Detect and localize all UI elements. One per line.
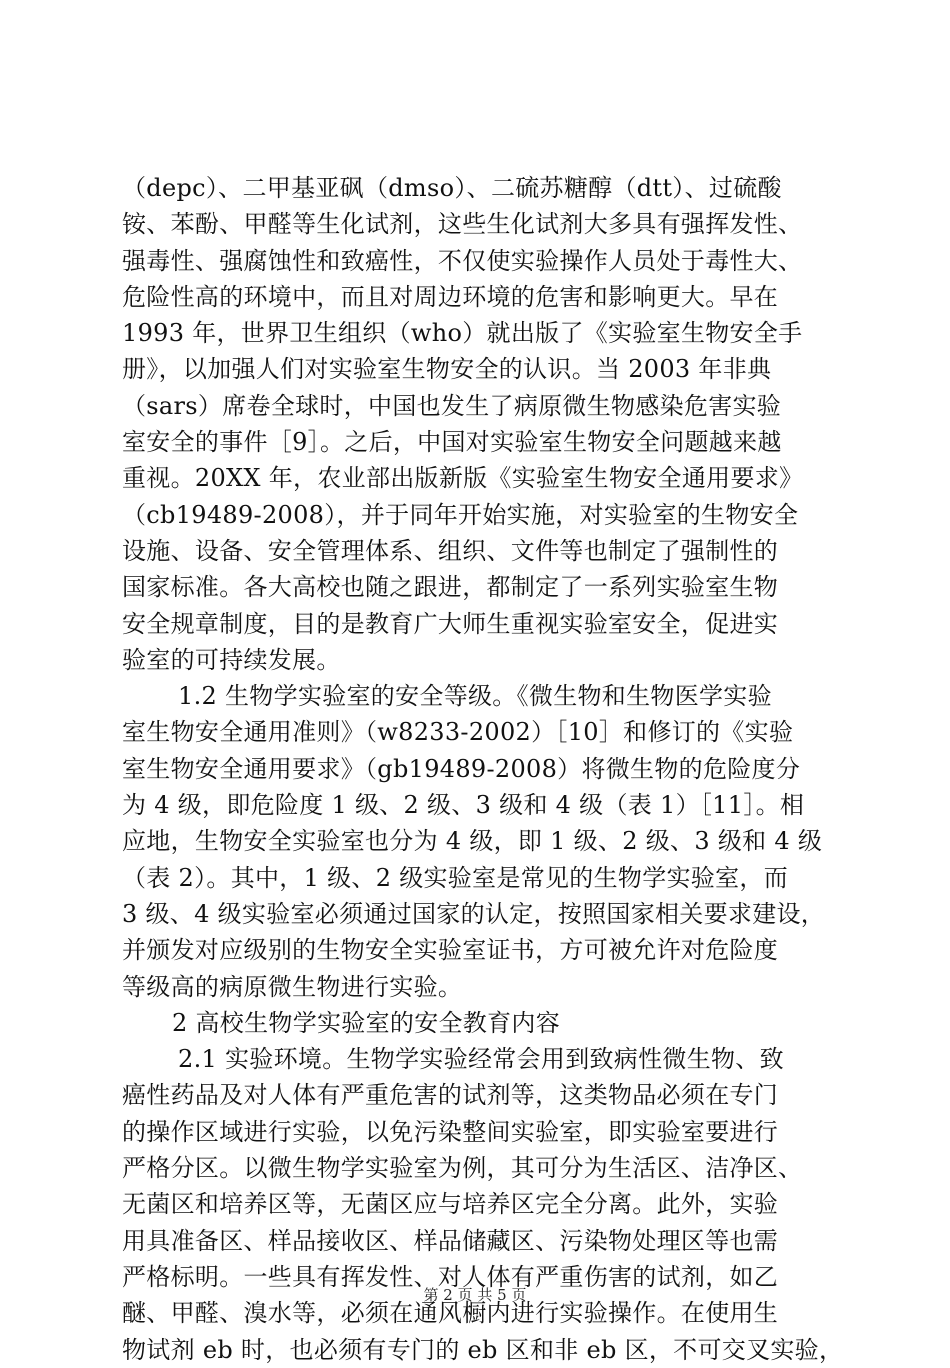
text-line: 强毒性、强腐蚀性和致癌性，不仅使实验操作人员处于毒性大、: [122, 246, 803, 275]
page-footer: 第 2 页 共 5 页: [423, 1286, 527, 1304]
text-line: 严格标明。一些具有挥发性、对人体有严重伤害的试剂，如乙: [122, 1262, 779, 1291]
text-line: 应地，生物安全实验室也分为 4 级，即 1 级、2 级、3 级和 4 级: [122, 827, 823, 856]
text-line: 的操作区域进行实验，以免污染整间实验室，即实验室要进行: [122, 1117, 779, 1146]
text-line: 国家标准。各大高校也随之跟进，都制定了一系列实验室生物: [122, 573, 779, 602]
text-line: 物试剂 eb 时，也必须有专门的 eb 区和非 eb 区，不可交叉实验，: [122, 1335, 844, 1364]
text-line: 室生物安全通用要求》（gb19489-2008）将微生物的危险度分: [122, 754, 801, 783]
text-line: 用具准备区、样品接收区、样品储藏区、污染物处理区等也需: [122, 1226, 779, 1255]
text-line: 1993 年，世界卫生组织（who）就出版了《实验室生物安全手: [122, 319, 803, 348]
text-line: 并颁发对应级别的生物安全实验室证书，方可被允许对危险度: [122, 936, 779, 965]
text-line: 癌性药品及对人体有严重危害的试剂等，这类物品必须在专门: [122, 1081, 779, 1110]
text-line: 为 4 级，即危险度 1 级、2 级、3 级和 4 级（表 1）［11］。相: [122, 791, 805, 820]
text-line: 册》，以加强人们对实验室生物安全的认识。当 2003 年非典: [122, 355, 772, 384]
text-line: 设施、设备、安全管理体系、组织、文件等也制定了强制性的: [122, 536, 779, 565]
section-heading-1-2: 1.2 生物学实验室的安全等级。《微生物和生物医学实验: [178, 682, 772, 711]
section-heading-2-1: 2.1 实验环境。生物学实验经常会用到致病性微生物、致: [178, 1045, 784, 1074]
text-line: 室生物安全通用准则》（w8233-2002）［10］和修订的《实验: [122, 718, 794, 747]
text-line: 室安全的事件［9］。之后，中国对实验室生物安全问题越来越: [122, 428, 782, 457]
text-line: 醚、甲醛、溴水等，必须在通风橱内进行实验操作。在使用生: [122, 1299, 779, 1328]
text-line: （表 2）。其中，1 级、2 级实验室是常见的生物学实验室，而: [122, 863, 788, 892]
text-line: 重视。20XX 年，农业部出版新版《实验室生物安全通用要求》: [122, 464, 804, 493]
text-line: 严格分区。以微生物学实验室为例，其可分为生活区、洁净区、: [122, 1154, 803, 1183]
text-line: （cb19489-2008），并于同年开始实施，对实验室的生物安全: [122, 500, 799, 529]
text-line: （sars）席卷全球时，中国也发生了病原微生物感染危害实验: [122, 391, 782, 420]
document-body: [122, 170, 842, 1368]
text-line: 3 级、4 级实验室必须通过国家的认定，按照国家相关要求建设，: [122, 899, 826, 928]
text-line: 危险性高的环境中，而且对周边环境的危害和影响更大。早在: [122, 282, 779, 311]
text-line: 无菌区和培养区等，无菌区应与培养区完全分离。此外，实验: [122, 1190, 779, 1219]
text-line: （depc）、二甲基亚砜（dmso）、二硫苏糖醇（dtt）、过硫酸: [122, 174, 782, 202]
text-line: 验室的可持续发展。: [122, 645, 341, 674]
text-line: 铵、苯酚、甲醛等生化试剂，这些生化试剂大多具有强挥发性、: [122, 210, 803, 239]
text-line: 等级高的病原微生物进行实验。: [122, 972, 463, 1001]
section-heading-2: 2 高校生物学实验室的安全教育内容: [172, 1008, 560, 1037]
text-line: 安全规章制度，目的是教育广大师生重视实验室安全，促进实: [122, 609, 779, 638]
